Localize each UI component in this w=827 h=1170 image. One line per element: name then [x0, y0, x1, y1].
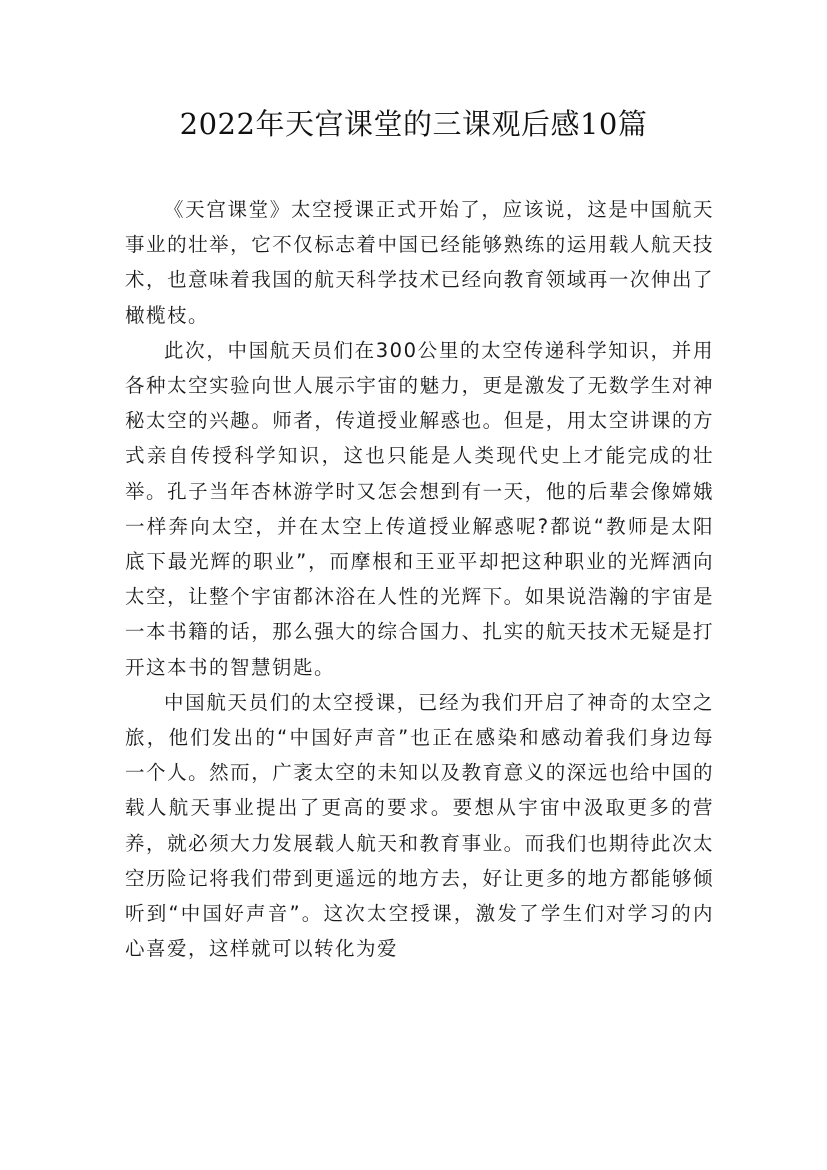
document-body [125, 192, 714, 966]
paragraph: 中国航天员们的太空授课，已经为我们开启了神奇的太空之旅，他们发出的“中国好声音”也正在感染和感动着我们身边每一个人。然而，广袤太空的未知以及教育意义的深远也给中国的载人航天事业提出了更高的要求。要想从宇宙中汲取更多的营养，就必须大力发展载人航天和教育事业。而我们也期待此次太空历险记将我们带到更遥远的地方去，好让更多的地方都能够倾听到“中国好声音”。这次太空授课，激发了学生们对学习的内心喜爱，这样就可以转化为爱 [125, 690, 714, 961]
document-title: 2022年天宫课堂的三课观后感10篇 [179, 107, 648, 141]
paragraph: 此次，中国航天员们在300公里的太空传递科学知识，并用各种太空实验向世人展示宇宙的魅力，更是激发了无数学生对神秘太空的兴趣。师者，传道授业解惑也。但是，用太空讲课的方式亲自传授科学知识，这也只能是人类现代史上才能完成的壮举。孔子当年杏林游学时又怎会想到有一天，他的后辈会像嫦娥一样奔向太空，并在太空上传道授业解惑呢?都说“教师是太阳底下最光辉的职业”，而摩根和王亚平却把这种职业的光辉洒向太空，让整个宇宙都沐浴在人性的光辉下。如果说浩瀚的宇宙是一本书籍的话，那么强大的综合国力、扎实的航天技术无疑是打开这本书的智慧钥匙。 [125, 338, 714, 679]
paragraph: 《天宫课堂》太空授课正式开始了，应该说，这是中国航天事业的壮举，它不仅标志着中国已经能够熟练的运用载人航天技术，也意味着我国的航天科学技术已经向教育领域再一次伸出了橄榄枝。 [125, 198, 714, 327]
